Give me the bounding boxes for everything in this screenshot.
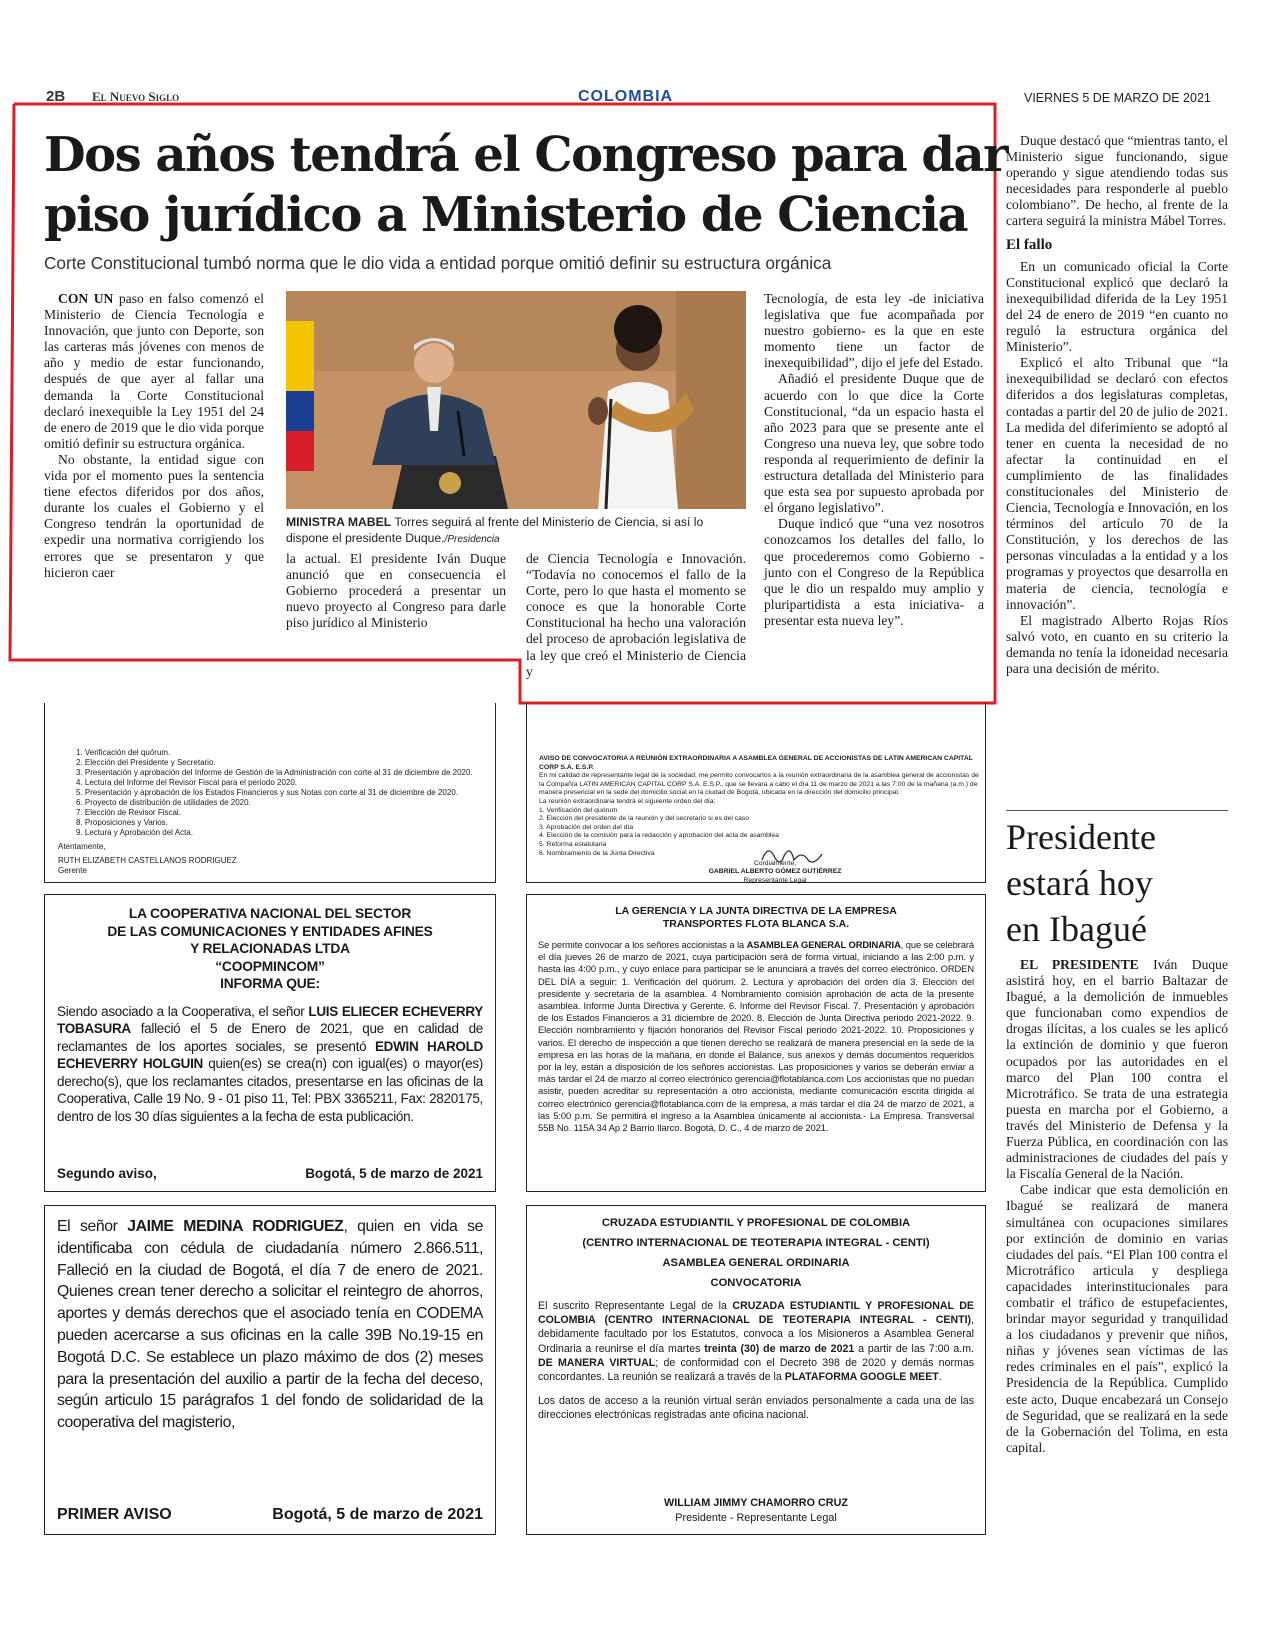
right-column-text: Duque destacó que “mientras tanto, el Ministerio sigue funcionando, sigue operando y sigue atendiendo todas sus necesidades para responderle al pueblo colombiano”. De hecho, al frente de la cartera seguirá la ministra Mábel Torres. El fallo En un comunicado oficial la Corte Constitucional explicó que declaró la inexequibilidad diferida de la Ley 1951 del 24 de enero de 2019 “en cuanto no reguló la estructura orgánica del Ministerio”. Explicó el alto Tribunal que “la inexequibilidad se declaró con efectos diferidos a dos legislaturas completas, contadas a partir del 20 de julio de 2021. La medida del diferimiento se adoptó al tener en cuenta la necesidad de no afectar la continuidad en el cumplimiento de las finalidades constitucionales del Ministerio de Ciencia, Tecnología e Innovación, en los términos del artículo 70 de la Constitución, y los derechos de las personas vinculadas a la entidad y a los programas y proyectos que desarrolla en materia de ciencia, tecnología e innovación”. El magistrado Alberto Rojas Ríos salvó voto, en cuanto en su criterio la demanda no tenía la idoneidad necesaria para una decisión de mérito. <box>1006 133 1228 676</box>
section-label: COLOMBIA <box>578 88 674 105</box>
secondary-article: EL PRESIDENTE Iván Duque asistirá hoy, en el barrio Baltazar de Ibagué, a la demolición de inmuebles que funcionaban como expendios de drogas ilícitas, a los cuales se les aplicó la extinción de dominio y que fueron ocupados por las autoridades en el marco del Plan 100 contra el Microtráfico. Se trata de una estrategia puesta en marcha por el Gobierno, a través del Ministerio de Defensa y la Fuerza Pública, en coordinación con las administraciones de ciudades del país y la Fiscalía General de la Nación. Cabe indicar que esta demolición en Ibagué se realizará de manera simultánea con ocupaciones similares por extinción de dominio en varias ciudades del país. “El Plan 100 contra el Microtráfico articula y despliega capacidades interinstitucionales para combatir el tráfico de estupefacientes, brindar mayor seguridad y tranquilidad a los ciudadanos y prevenir que niños, niñas y jóvenes sean víctimas de las redes criminales en el país”, explicó la Presidencia de la República. Cumplido este acto, Duque encabezará un Consejo de Seguridad, que se realizará en la sede de la Gobernación del Tolima, en esta capital. <box>1006 957 1228 1455</box>
lead-words: CON UN <box>58 291 114 306</box>
photo-credit: /Presidencia <box>444 534 500 545</box>
main-headline-line1: Dos años tendrá el Congreso para dar <box>44 127 1007 183</box>
ad-agenda-list: 1. Verificación del quórum. 2. Elección del Presidente y Secretario. 3. Presentación y aprobación del Informe de Gestión de la Administración con corte al 31 de diciembre de 2020. 4. Lectura del Informe del Revisor Fiscal para el periodo 2020. 5. Presentación y aprobación de los Estados Financieros y sus Notas con corte al 31 de diciembre de 2020. 6. Proyecto de distribución de utilidades de 2020. 7. Elección de Revisor Fiscal. 8. Proposiciones y Varios. 9. Lectura y Aprobación del Acta. Atentamente, RUTH ELIZABETH CASTELLANOS RODRIGUEZ Gerente <box>58 748 473 875</box>
news-photo <box>286 291 746 509</box>
issue-date: VIERNES 5 DE MARZO DE 2021 <box>1024 91 1211 105</box>
ad-latin-signer: Cordialmente, GABRIEL ALBERTO GÓMEZ GUTIÉRREZ Representante Legal <box>708 860 842 884</box>
ad-coopmincom: LA COOPERATIVA NACIONAL DEL SECTOR DE LAS COMUNICACIONES Y ENTIDADES AFINES Y RELACIONADAS LTDA “COOPMINCOM” INFORMA QUE: Siendo asociado a la Cooperativa, el señor LUIS ELIECER ECHEVERRY TOBASURA falleció el 5 de Enero de 2021, que en calidad de reclamantes de los aportes sociales, se presentó EDWIN HAROLD ECHEVERRY HOLGUIN quien(es) se crea(n) con igual(es) o mayor(es) derecho(s), que los reclamantes citados, presentarse en las oficinas de la Cooperativa, Calle 19 No. 9 - 01 piso 11, Tel: PBX 3365211, Fax: 2820175, dentro de los 30 días siguientes a la fecha de esta publicación. Segundo aviso, Bogotá, 5 de marzo de 2021 <box>44 894 496 1192</box>
ad-agenda-box-edge <box>44 703 496 883</box>
ad-codema: El señor JAIME MEDINA RODRIGUEZ, quien en vida se identificaba con cédula de ciudadanía número 2.866.511, Falleció en la ciudad de Bogotá, el día 7 de enero de 2021. Quienes crean tener derecho a solicitar el reintegro de ahorros, aportes y demás derechos que el asociado tenía en CODEMA pueden acercarse a sus oficinas en la calle 39B No.19-15 en Bogotá D.C. Se establece un plazo máximo de dos (2) meses para la presentación del auxilio a partir de la fecha del deceso, según articulo 15 parágrafos 1 del fondo de solidaridad de la cooperativa del magisterio, PRIMER AVISO Bogotá, 5 de marzo de 2021 <box>44 1205 496 1535</box>
notice-number: PRIMER AVISO <box>57 1506 172 1523</box>
right-column-rule <box>1006 810 1228 811</box>
article-col1: CON UN paso en falso comenzó el Ministerio de Ciencia Tecnología e Innovación, que junto con Deporte, son las carteras más jóvenes con menos de año y medio de estar funcionando, después de que ayer al fallar una demanda la Corte Constitucional declaró inexequible la Ley 1951 del 24 de enero de 2019 que le dio vida porque omitió definir su estructura orgánica. No obstante, la entidad sigue con vida por el momento pues la sentencia tiene efectos diferidos por dos años, durante los cuales el Gobierno y el Congreso tendrán la oportunidad de expedir una normativa corrigiendo los errores que se presentaron y que hicieron caer <box>44 291 264 580</box>
signer-role: Presidente - Representante Legal <box>675 1512 837 1524</box>
notice-number: Segundo aviso, <box>57 1166 157 1181</box>
secondary-headline: Presidente estará hoy en Ibagué <box>1006 817 1156 949</box>
article-col3: de Ciencia Tecnología e Innovación. “Todavía no conocemos el fallo de la Corte, pero lo que hasta el momento se conoce es que la honorable Corte Constitucional ha hecho una valoración del proceso de aprobación legislativa de la ley que creó el Ministerio de Ciencia y <box>526 551 746 679</box>
subhead-fallo: El fallo <box>1006 236 1053 253</box>
deceased-name: JAIME MEDINA RODRIGUEZ <box>127 1218 344 1235</box>
photo-caption: MINISTRA MABEL Torres seguirá al frente del Ministerio de Ciencia, si así lo dispone el presidente Duque./Presidencia <box>286 515 704 545</box>
signer-name: WILLIAM JIMMY CHAMORRO CRUZ <box>664 1497 848 1509</box>
main-headline-line2: piso jurídico a Ministerio de Ciencia <box>44 187 968 243</box>
paper-name: El Nuevo Siglo <box>92 89 180 104</box>
ad-flota-blanca: LA GERENCIA Y LA JUNTA DIRECTIVA DE LA EMPRESA TRANSPORTES FLOTA BLANCA S.A. Se permite convocar a los señores accionistas a la ASAMBLEA GENERAL ORDINARIA, que se celebrará el día jueves 26 de marzo de 2021, cuya participación será de forma virtual, iniciando a las 2:00 p.m. y hasta las 4:00 p.m., y cuyo enlace para participar se le anunciará a través del correo electrónico. ORDEN DEL DÍA a seguir: 1. Verificación del quórum. 2. Lectura y aprobación del orden día 3. Elección del presidente y secretaria de la asamblea. 4 Nombramiento comisión aprobación de acta de la presente asamblea. Informe Junta Directiva y Gerente. 6. Informe del Revisor Fiscal. 7. Presentación y aprobación de los Estados Financieros a 31 diciembre de 2020. 8. Elección de Junta Directiva periodo 2021-2022. 9. Elección nombramiento y fijación honorarios del Revisor Fiscal periodo 2021-2022. 10. Proposiciones y varios. El derecho de inspección a que tienen derecho se realizará de manera presencial en la sede de la empresa en las horas de la mañana, en donde el Balance, sus anexos y demás documentos requeridos por la ley, están a disposición de los señores accionistas. Las proposiciones y varios se deberán enviar a más tardar el 24 de marzo al correo electrónico gerencia@flotablanca.com Los accionistas que no puedan asistir, pueden acreditar su representación a otro accionista, mediante comunicación escrita dirigida al correo electrónico gerencia@flotablanca.com de la empresa, a más tardar el día 24 de marzo de 2021, a las 5:00 p.m. Se permitirá el ingreso a la Asamblea únicamente al accionista.- La Empresa. Transversal 55B No. 115A 34 Ap 2 Barrio Ilarco. Bogotá, D. C., 4 de marzo de 2021. <box>526 894 986 1192</box>
claimant-name: EDWIN HAROLD ECHEVERRY HOLGUIN <box>57 1038 484 1071</box>
page-number: 2B <box>46 88 66 105</box>
article-col4: Tecnología, de esta ley -de iniciativa legislativa que fue acompañada por nuestro gobierno- es la que en este momento tiene un factor de inexequibilidad”, dijo el jefe del Estado. Añadió el presidente Duque que de acuerdo con lo que dice la Corte Constitucional, “da un espacio hasta el año 2023 para que se presente ante el Congreso una nueva ley, que sobre todo responda al requerimiento de definir la estructura detallada del Ministerio para que esta sea por supuesto aprobada por el órgano legislativo”. Duque indicó que “una vez nosotros conozcamos los detalles del fallo, lo que procederemos como Gobierno -junto con el Congreso de la República que le dio un respaldo muy amplio y pluripartidista a esta iniciativa- a presentar esta nueva ley”. <box>764 291 984 628</box>
deceased-name: LUIS ELIECER ECHEVERRY TOBASURA <box>57 1003 483 1036</box>
notice-date: Bogotá, 5 de marzo de 2021 <box>272 1506 483 1523</box>
notice-date: Bogotá, 5 de marzo de 2021 <box>305 1166 483 1181</box>
main-subhead: Corte Constitucional tumbó norma que le dio vida a entidad porque omitió definir su estructura orgánica <box>44 253 832 273</box>
article-col2: la actual. El presidente Iván Duque anunció que en consecuencia el Gobierno procederá a presentar un nuevo proyecto al Congreso para darle piso jurídico al Ministerio <box>286 551 506 631</box>
ad-cruzada: CRUZADA ESTUDIANTIL Y PROFESIONAL DE COLOMBIA (CENTRO INTERNACIONAL DE TEOTERAPIA INTEGRAL - CENTI) ASAMBLEA GENERAL ORDINARIA CONVOCATORIA El suscrito Representante Legal de la CRUZADA ESTUDIANTIL Y PROFESIONAL DE COLOMBIA (CENTRO INTERNACIONAL DE TEOTERAPIA INTEGRAL - CENTI), debidamente facultado por los Estatutos, convoca a los Misioneros a Asamblea General Ordinaria a reunirse el día martes treinta (30) de marzo de 2021 a partir de las 7:00 a.m. DE MANERA VIRTUAL; de conformidad con el Decreto 398 de 2020 y demás normas concordantes. La reunión se realizará a través de la PLATAFORMA GOOGLE MEET. Los datos de acceso a la reunión virtual serán enviados personalmente a cada una de las direcciones electrónicas registradas ante oficina nacional. WILLIAM JIMMY CHAMORRO CRUZ Presidente - Representante Legal <box>526 1205 986 1535</box>
ad-latin-american: AVISO DE CONVOCATORIA A REUNIÓN EXTRAORDINARIA A ASAMBLEA GENERAL DE ACCIONISTAS DE LATIN AMERICAN CAPITAL CORP S.A. E.S.P. En mi calidad de representante legal de la sociedad, me permito convocarlos a la reunión extraordinaria de la asamblea general de accionistas de la Compañía LATIN AMERICAN CAPITAL CORP S.A. E.S.P., que se llevara a cabo el día 11 de marzo de 2021 a las 7:00 de la mañana (a.m.) de manera presencial en la sede del domicilio social en la ciudad de Bogotá, ubicada en la dirección del domicilio principal. La reunión extraordinaria tendrá el siguiente orden del día: 1. Verificación del quórum 2. Elección del presidente de la reunión y del secretario si es del caso 3. Aprobación del orden del día 4. Elección de la comisión para la redacción y aprobación del acta de asamblea 5. Reforma estatutaria 6. Nombramiento de la Junta Directiva <box>539 755 979 857</box>
